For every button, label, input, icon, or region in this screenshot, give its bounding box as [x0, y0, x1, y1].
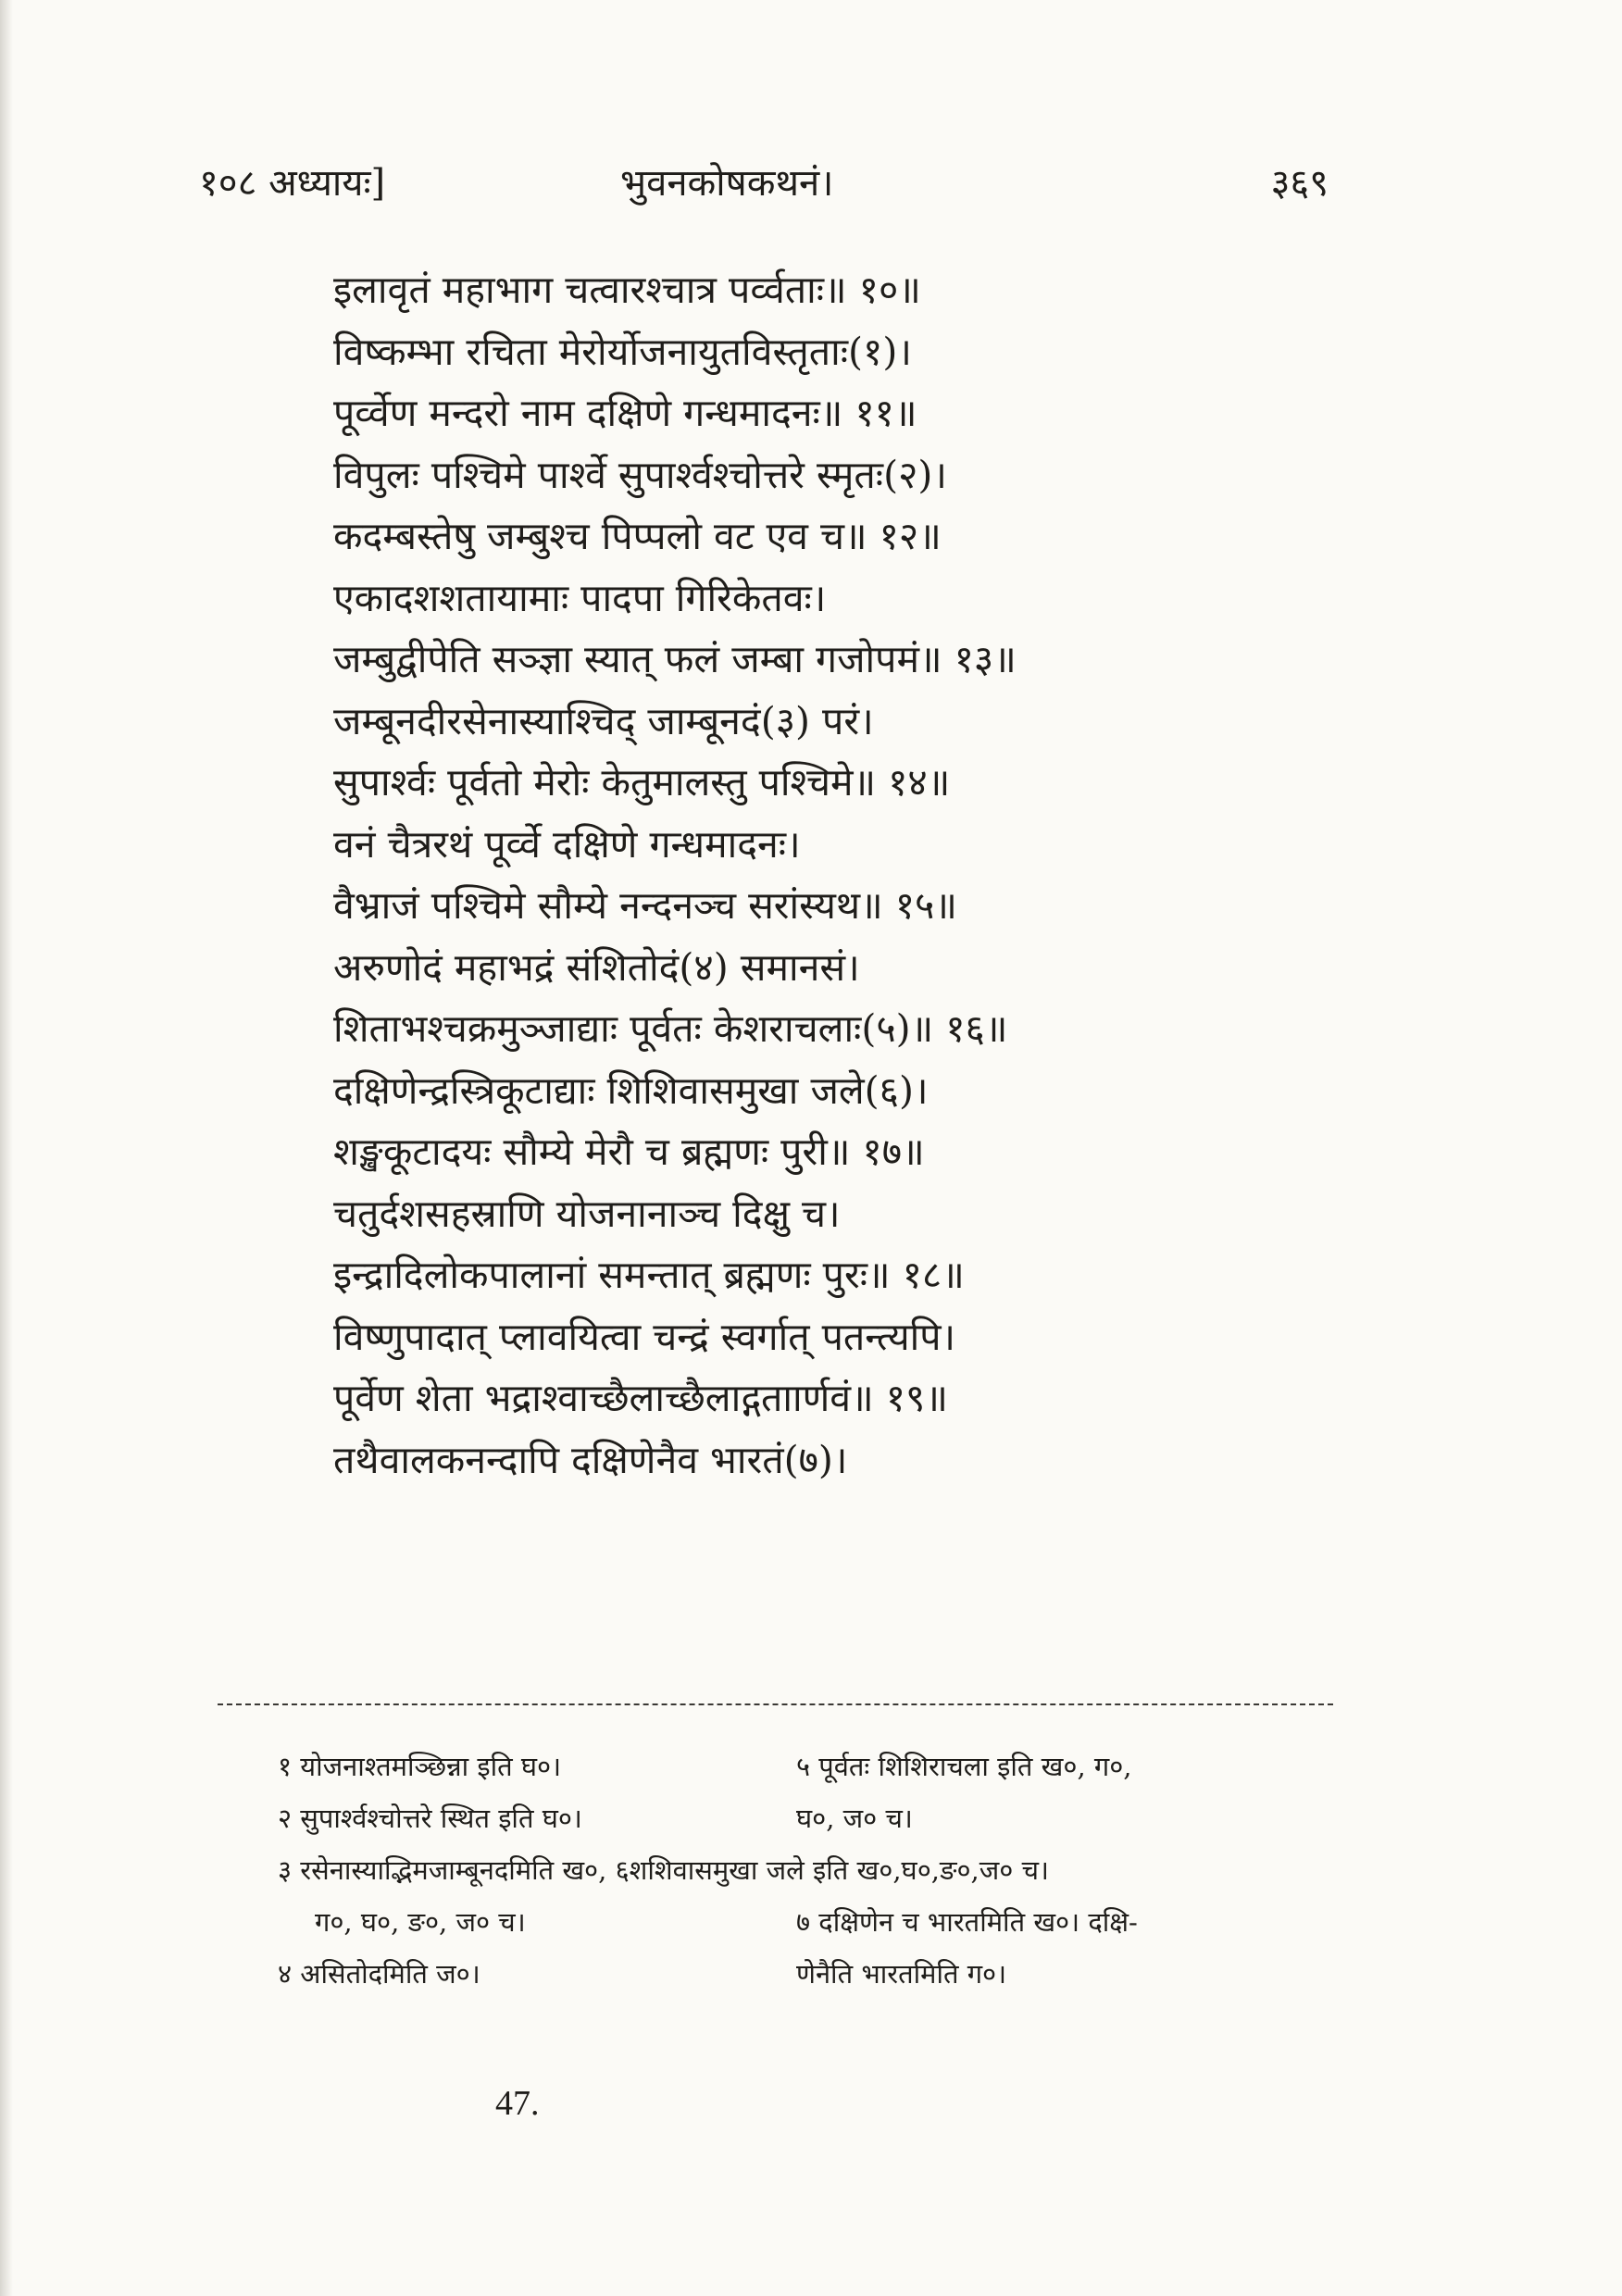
running-title: भुवनकोषकथनं।	[620, 162, 834, 205]
footnote-5-continued: घ०, ज० च।	[796, 1803, 913, 1834]
verse-line: जम्बूनदीरसेनास्याश्चिद् जाम्बूनदं(३) परं।	[333, 698, 874, 743]
verse-line: पूर्व्वेण मन्दरो नाम दक्षिणे गन्धमादनः॥ ११॥	[333, 391, 917, 435]
footnote-4: ४ असितोदमिति ज०।	[278, 1958, 480, 1990]
verse-line: इलावृतं महाभाग चत्वारश्चात्र पर्व्वताः॥ १०॥	[333, 268, 921, 312]
verse-line: तथैवालकनन्दापि दक्षिणेनैव भारतं(७)।	[333, 1437, 848, 1482]
footnote-row	[278, 1844, 1342, 1896]
footnotes	[278, 1741, 1342, 2000]
verse-line: विपुलः पश्चिमे पार्श्वे सुपार्श्वश्चोत्तरे स्मृतः(२)।	[333, 452, 947, 497]
verse-line: अरुणोदं महाभद्रं संशितोदं(४) समानसं।	[333, 944, 860, 990]
page-number: 47.	[495, 2084, 540, 2123]
verse-line: वैभ्राजं पश्चिमे सौम्ये नन्दनञ्च सरांस्यथ॥ १५॥	[333, 883, 957, 928]
verse-block	[333, 259, 1333, 1491]
verse-line: एकादशशतायामाः पादपा गिरिकेतवः।	[333, 575, 827, 620]
verse-line: कदम्बस्तेषु जम्बुश्च पिप्पलो वट एव च॥ १२॥	[333, 514, 942, 558]
verse-line: पूर्वेण शेता भद्राश्वाच्छैलाच्छैलाद्गताार्णवं॥ १९॥	[333, 1376, 948, 1420]
page-edge	[0, 0, 13, 2296]
footnote-row	[278, 1792, 1342, 1844]
footnote-7-continued: णेनैति भारतमिति ग०।	[796, 1958, 1007, 1990]
footnote-1: १ योजनाश्तमञ्छिन्ना इति घ०।	[278, 1751, 562, 1782]
verse-line: शिताभश्चक्रमुञ्जाद्याः पूर्वतः केशराचलाः(५)॥ १६॥	[333, 1006, 1008, 1051]
folio-number: ३६९	[1270, 162, 1329, 205]
footnote-3-and-6: ३ रसेनास्याद्भिमजाम्बूनदमिति ख०, ६शशिवासमुखा जले इति ख०,घ०,ङ०,ज० च।	[278, 1854, 1049, 1886]
verse-line: चतुर्दशसहस्राणि योजनानाञ्च दिक्षु च।	[333, 1191, 841, 1236]
verse-line: वनं चैत्ररथं पूर्व्वे दक्षिणे गन्धमादनः।	[333, 821, 801, 867]
footnote-7: ७ दक्षिणेन च भारतमिति ख०। दक्षि-	[796, 1906, 1138, 1938]
footnote-divider	[218, 1703, 1333, 1705]
chapter-label: १०८ अध्यायः]	[199, 162, 386, 205]
verse-line: इन्द्रादिलोकपालानां समन्तात् ब्रह्मणः पुरः॥ १८॥	[333, 1253, 965, 1297]
footnote-row	[278, 1741, 1342, 1792]
verse-line: दक्षिणेन्द्रस्त्रिकूटाद्याः शिशिवासमुखा जले(६)।	[333, 1067, 929, 1113]
verse-line: विष्कम्भा रचिता मेरोर्योजनायुतविस्तृताः(१)।	[333, 329, 912, 374]
verse-line: शङ्खकूटादयः सौम्ये मेरौ च ब्रह्मणः पुरी॥ १७॥	[333, 1129, 925, 1174]
footnote-row	[278, 1896, 1342, 1948]
verse-line: सुपार्श्वः पूर्वतो मेरोः केतुमालस्तु पश्चिमे॥ १४॥	[333, 760, 951, 805]
verse-line: जम्बुद्वीपेति सञ्ज्ञा स्यात् फलं जम्बा गजोपमं॥ १३॥	[333, 637, 1017, 681]
verse-line: विष्णुपादात् प्लावयित्वा चन्द्रं स्वर्गात् पतन्त्यपि।	[333, 1314, 956, 1359]
footnote-3-continued: ग०, घ०, ङ०, ज० च।	[315, 1906, 526, 1938]
running-head	[199, 156, 1329, 211]
footnote-row	[278, 1948, 1342, 2000]
footnote-2: २ सुपार्श्वश्चोत्तरे स्थित इति घ०।	[278, 1803, 582, 1834]
footnote-5: ५ पूर्वतः शिशिराचला इति ख०, ग०,	[796, 1751, 1132, 1782]
